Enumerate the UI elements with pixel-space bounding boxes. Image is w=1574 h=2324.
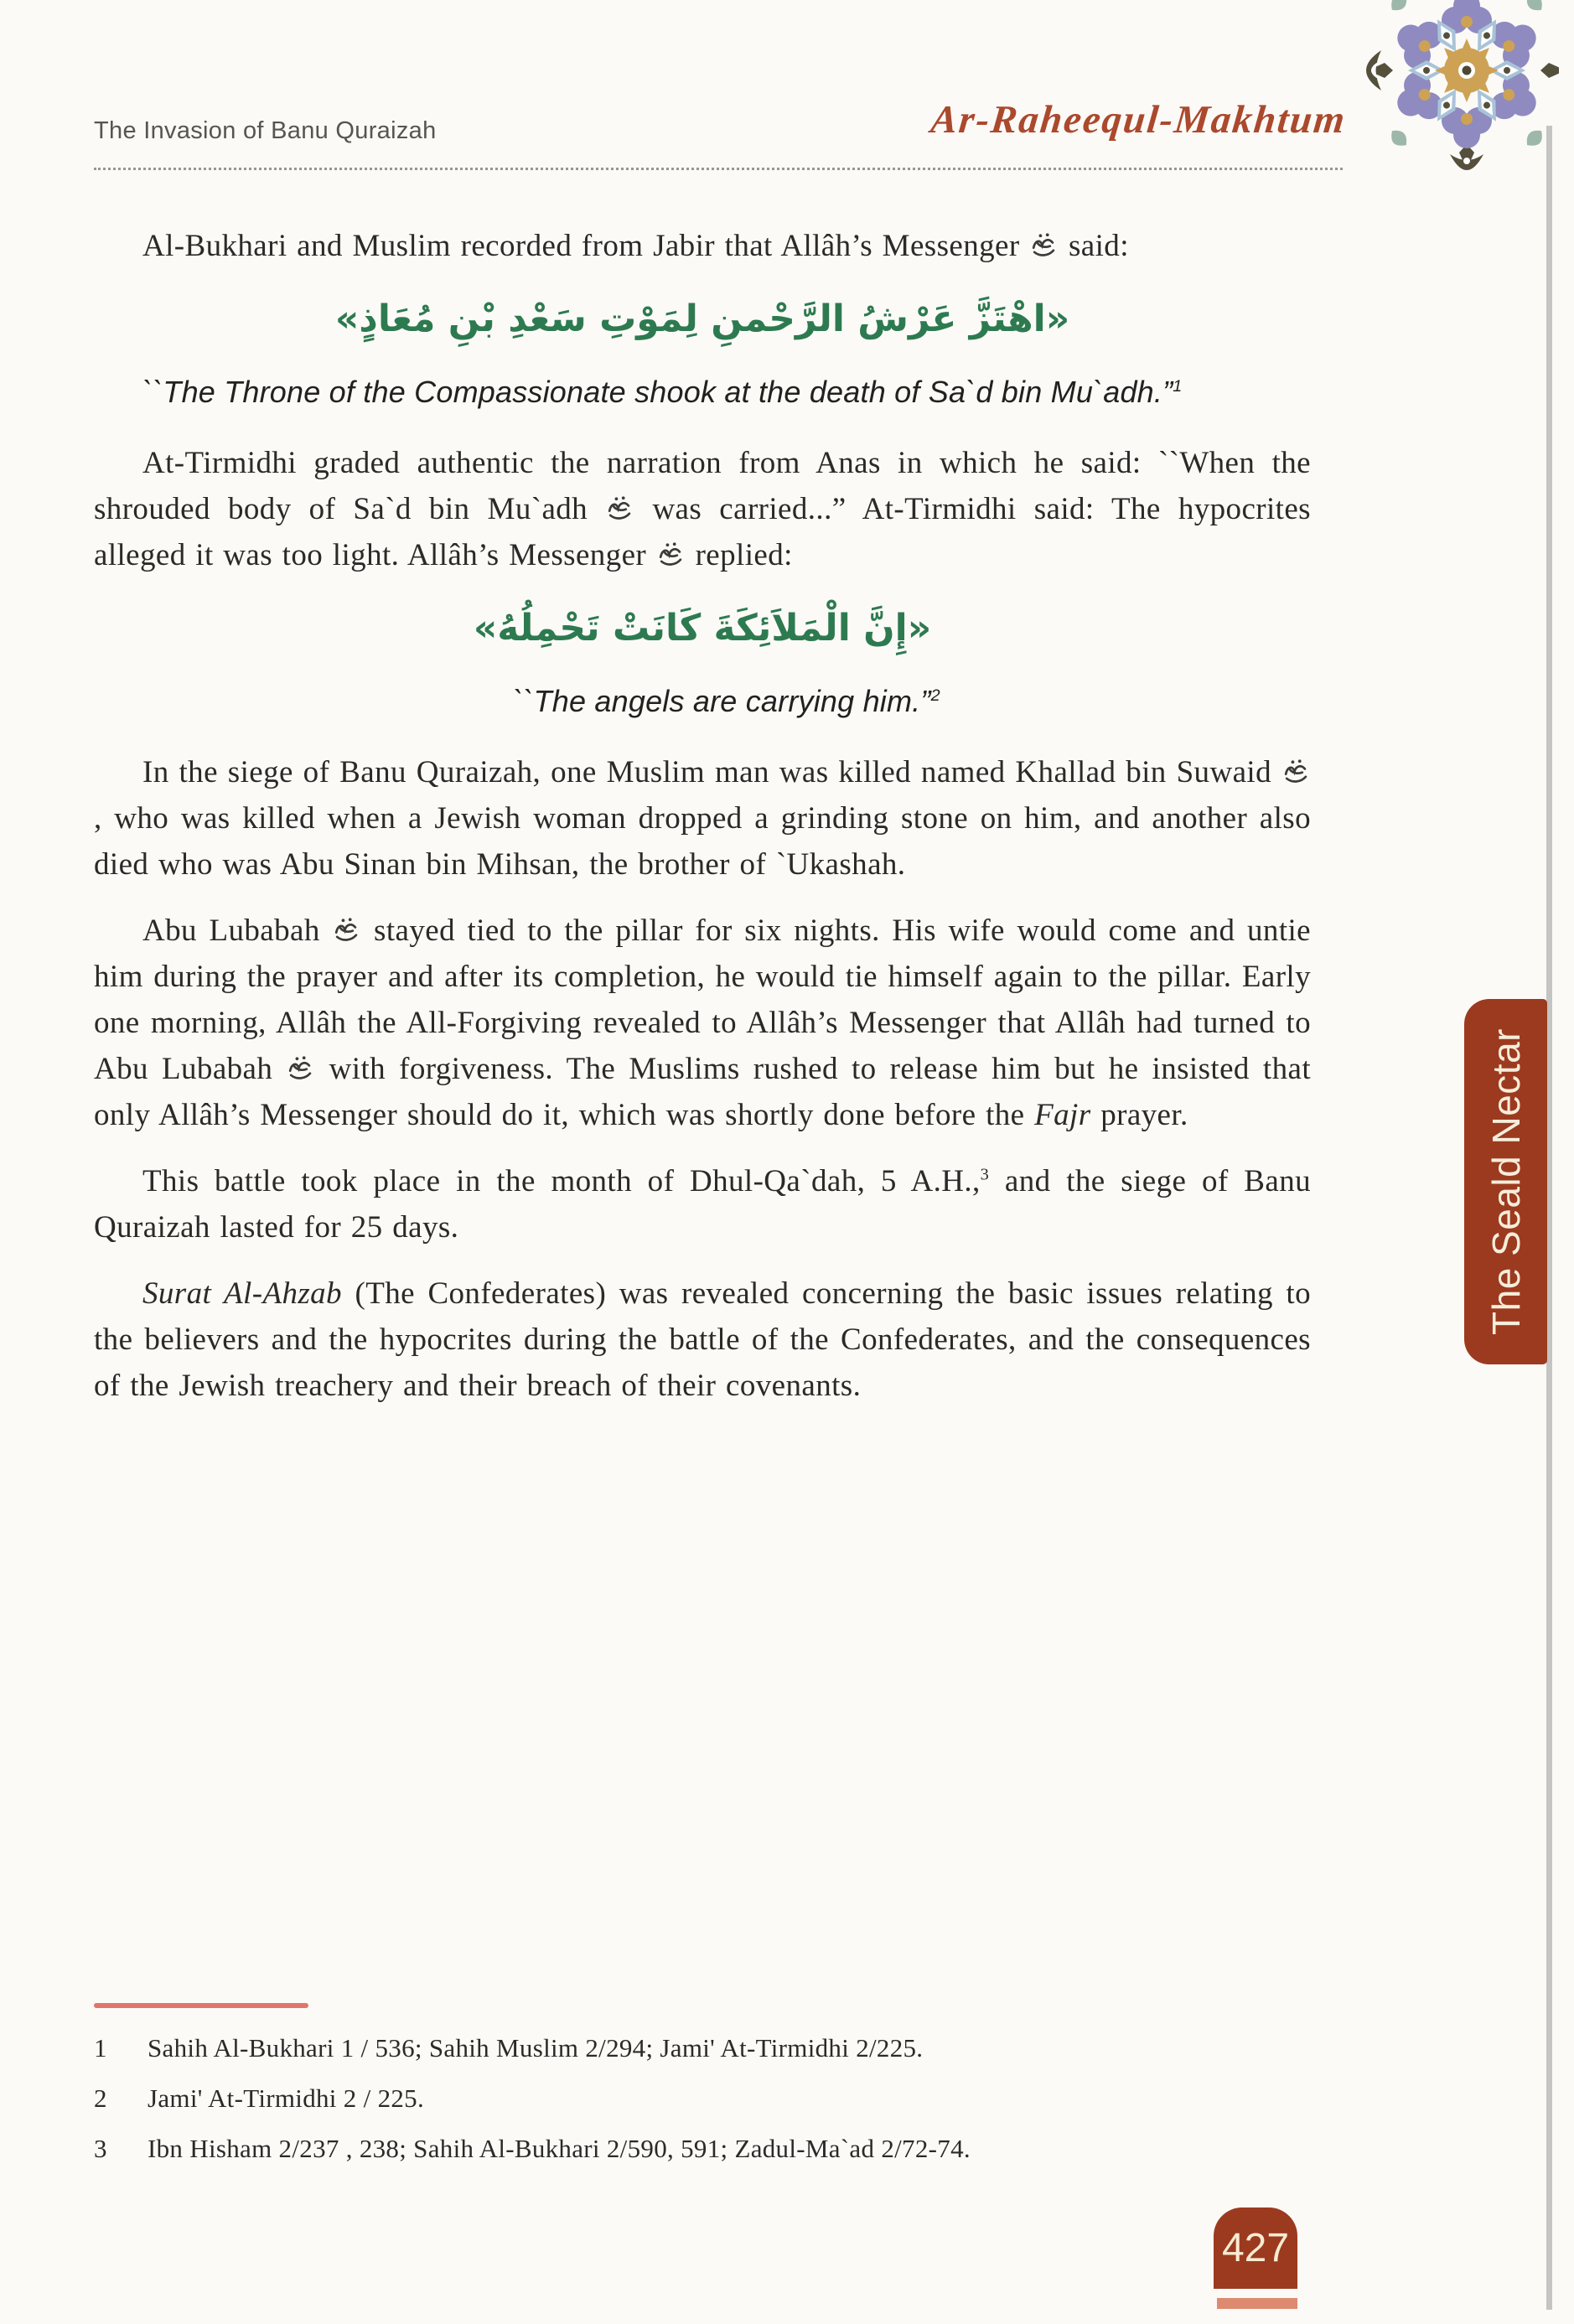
ra-honorific-icon: [1281, 756, 1311, 785]
footnote-item: [94, 2023, 1318, 2073]
footnote-number: 2: [94, 2083, 107, 2113]
hadith-translation: ``The angels are carrying him.”$^2$: [513, 684, 940, 718]
arabesque-ornament-icon: [1349, 0, 1559, 186]
footnote-list: [94, 2023, 1318, 2174]
arabic-hadith-quote: «إِنَّ الْمَلاَئِكَةَ كَانَتْ تَحْمِلُهُ»: [473, 607, 932, 650]
footnote-number: 3: [94, 2134, 107, 2163]
hadith-translation: ``The Throne of the Compassionate shook at the death of Sa`d bin Mu`adh.”$^1$: [142, 375, 1183, 409]
paragraph: This battle took place in the month of Dhul-Qa`dah, 5 A.H.,$^3$ and the siege of Banu Quraizah lasted for 25 days.: [94, 1164, 1312, 1245]
page-number-underline: [1217, 2298, 1297, 2309]
footnote-ref: 3: [980, 1165, 990, 1184]
page-edge-line: [1546, 126, 1552, 2310]
footnote-ref: 2: [930, 686, 940, 705]
footnote-item: [94, 2124, 1318, 2174]
footnote-text: Sahih Al-Bukhari 1 / 536; Sahih Muslim 2/294; Jami' At-Tirmidhi 2/225.: [148, 2033, 924, 2063]
paragraph: Abu Lubabah stayed tied to the pillar for six nights. His wife would come and untie him during the prayer and after its completion, he would tie himself again to the pillar. Early one morning, Allâh the All-Forgiving revealed to Allâh’s Messenger that Allâh had turned to Abu Lubabah with forgiveness. The Muslims rushed to release him but he insisted that only Allâh’s Messenger should do it, which was shortly done before the Fajr prayer.: [94, 914, 1312, 1132]
ra-honorific-icon: [286, 1053, 315, 1082]
arabic-hadith-quote: «اهْتَزَّ عَرْشُ الرَّحْمنِ لِمَوْتِ سَعْدِ بْنِ مُعَاذٍ»: [334, 298, 1070, 340]
book-title-script: Ar-Raheequl-Makhtum: [929, 98, 1349, 142]
side-tab-sealed-nectar: [1464, 999, 1547, 1364]
chapter-title: The Invasion of Banu Quraizah: [94, 117, 437, 144]
footnote-text: Jami' At-Tirmidhi 2 / 225.: [148, 2083, 425, 2113]
pbuh-honorific-icon: [656, 539, 686, 568]
footnote-item: [94, 2073, 1318, 2124]
paragraph: Surat Al-Ahzab (The Confederates) was revealed concerning the basic issues relating to the believers and the hypocrites during the battle of the Confederates, and the consequences of the Jewish treachery and their breach of their covenants.: [94, 1276, 1312, 1403]
ra-honorific-icon: [332, 914, 361, 944]
page-body: [94, 223, 1311, 1429]
page-number-badge: [1214, 2208, 1297, 2289]
footnote-ref: 1: [1173, 377, 1183, 396]
footnote-text: Ibn Hisham 2/237 , 238; Sahih Al-Bukhari 2/590, 591; Zadul-Ma`ad 2/72-74.: [148, 2134, 971, 2163]
header-dotted-rule: [94, 149, 1343, 170]
side-tab-label: The Seald Nectar: [1483, 1028, 1528, 1335]
pbuh-honorific-icon: [1029, 230, 1059, 259]
footnote-rule: [94, 2003, 308, 2008]
paragraph: In the siege of Banu Quraizah, one Muslim man was killed named Khallad bin Suwaid , who was killed when a Jewish woman dropped a grinding stone on him, and another also died who was Abu Sinan bin Mihsan, the brother of `Ukashah.: [94, 755, 1311, 882]
paragraph: Al-Bukhari and Muslim recorded from Jabir that Allâh’s Messenger said:: [142, 229, 1129, 263]
footnotes-section: [94, 2003, 1318, 2174]
footnote-number: 1: [94, 2033, 107, 2063]
ra-honorific-icon: [605, 493, 634, 522]
paragraph: At-Tirmidhi graded authentic the narration from Anas in which he said: ``When the shrouded body of Sa`d bin Mu`adh was carried...” At-Tirmidhi said: The hypocrites alleged it was too light. Allâh’s Messenger replied:: [94, 446, 1311, 572]
page-number: 427: [1221, 2226, 1290, 2270]
